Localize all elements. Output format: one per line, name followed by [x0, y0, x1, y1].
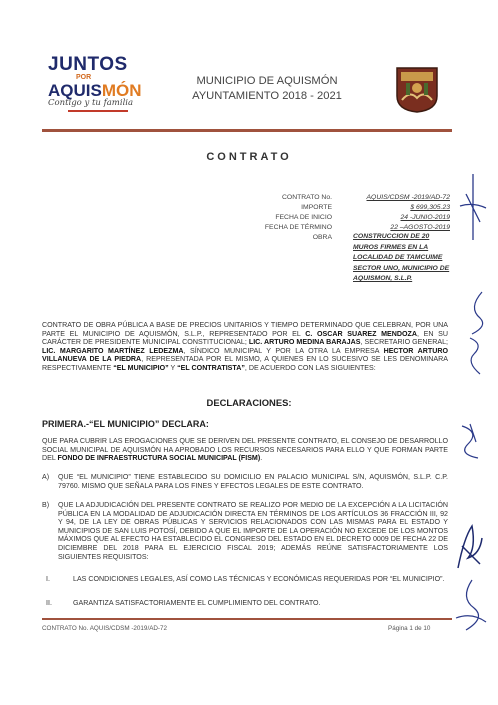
contract-number: AQUIS/CDSM -2019/AD-72	[366, 194, 450, 201]
municipality-name: MUNICIPIO DE AQUISMÓN	[196, 75, 338, 87]
item-marker: I.	[46, 575, 50, 583]
logo-text-por: POR	[76, 74, 92, 81]
item-marker: B)	[42, 501, 50, 509]
label-work: OBRA	[312, 234, 332, 241]
signature-mark-icon	[454, 518, 486, 574]
work-description-line: LOCALIDAD DE TAMCUIME	[353, 254, 443, 262]
end-date: 22 –AGOSTO-2019	[390, 224, 450, 231]
footer-contract-number: CONTRATO No. AQUIS/CDSM -2019/AD-72	[42, 625, 168, 632]
item-marker: A)	[42, 473, 50, 481]
document-title: CONTRATO	[206, 151, 292, 163]
logo-tagline: Contigo y tu familia	[48, 98, 134, 108]
work-description-line: MUROS FIRMES EN LA	[353, 243, 429, 251]
footer-divider	[42, 618, 452, 620]
label-start-date: FECHA DE INICIO	[275, 214, 332, 221]
list-item: GARANTIZA SATISFACTORIAMENTE EL CUMPLIMIENTO DEL CONTRATO.	[73, 599, 321, 607]
work-description-line: AQUISMON, S.L.P.	[353, 275, 413, 283]
label-contract-number: CONTRATO No.	[282, 194, 332, 201]
signature-mark-icon	[458, 172, 488, 242]
signature-mark-icon	[452, 578, 490, 634]
work-description	[353, 232, 453, 285]
work-description-line: CONSTRUCCION DE 20	[353, 233, 430, 240]
logo-text-aquismon: AQUISMÓN	[48, 81, 142, 100]
council-period: AYUNTAMIENTO 2018 - 2021	[192, 90, 342, 102]
municipal-seal-icon	[392, 64, 442, 114]
signature-mark-icon	[462, 288, 490, 378]
logo-underline	[68, 110, 128, 112]
label-end-date: FECHA DE TÉRMINO	[264, 224, 332, 231]
work-description-line: SECTOR UNO, MUNICIPIO DE	[353, 264, 450, 272]
section-heading-declarations: DECLARACIONES:	[206, 397, 292, 408]
list-item: QUE “EL MUNICIPIO” TIENE ESTABLECIDO SU DOMICILIO EN PALACIO MUNICIPAL S/N, AQUISMÓN, S.L.P. C.P. 79760. MISMO QUE SEÑALA PARA LOS FINES Y EFECTOS LEGALES DE ESTE CONTRATO.	[58, 473, 448, 490]
list-item: QUE LA ADJUDICACIÓN DEL PRESENTE CONTRATO SE REALIZO POR MEDIO DE LA EXCEPCIÓN A LA LICITACIÓN PÚBLICA EN LA MODALIDAD DE ADJUDICACIÓN DIRECTA EN TÉRMINOS DE LOS ARTÍCULOS 36 FRACCIÓN III, 92 Y 94, DE LA LEY DE OBRAS PÚBLICAS Y SERVICIOS RELACIONADOS CON LAS MISMAS PARA EL ESTADO Y MUNICIPIOS DE SAN LUIS POTOSÍ, DEBIDO A QUE EL IMPORTE DE LA OPERACIÓN NO EXCEDE DE LOS MONTOS MÁXIMOS QUE AL EFECTO HA ESTABLECIDO EL CONGRESO DEL ESTADO EN EL DECRETO 0009 DE FECHA 22 DE DICIEMBRE DEL 2018 PARA EL EJERCICIO FISCAL 2019; ADEMÁS REÚNE SATISFACTORIAMENTE LOS SIGUIENTES REQUISITOS:	[58, 501, 448, 561]
municipal-logo	[48, 55, 146, 117]
start-date: 24 -JUNIO-2019	[400, 214, 450, 221]
header-divider	[42, 129, 452, 132]
amount: $ 699,305.23	[410, 204, 450, 211]
page-number: Página 1 de 10	[388, 625, 431, 632]
label-amount: IMPORTE	[301, 204, 332, 211]
signature-mark-icon	[456, 420, 486, 462]
municipality-title	[172, 74, 362, 104]
clause-heading-first: PRIMERA.-“EL MUNICIPIO” DECLARA:	[42, 419, 209, 429]
item-marker: II.	[46, 599, 52, 607]
intro-paragraph: CONTRATO DE OBRA PÚBLICA A BASE DE PRECIOS UNITARIOS Y TIEMPO DETERMINADO QUE CELEBRAN, POR UNA PARTE EL MUNICIPIO DE AQUISMÓN, S.L.P., REPRESENTADO POR EL C. OSCAR SUAREZ MENDOZA, EN SU CARÁCTER DE PRESIDENTE MUNICIPAL CONSTITUCIONAL; LIC. ARTURO MEDINA BARAJAS, SECRETARIO GENERAL; LIC. MARGARITO MARTÍNEZ LEDEZMA, SÍNDICO MUNICIPAL Y POR LA OTRA LA EMPRESA HECTOR ARTURO VILLANUEVA DE LA PIEDRA, REPRESENTADA POR EL MISMO, A QUIENES EN LO SUCESIVO SE LES DENOMINARA RESPECTIVAMENTE “EL MUNICIPIO” Y “EL CONTRATISTA”, DE ACUERDO CON LAS SIGUIENTES:	[42, 321, 448, 372]
first-clause-paragraph: QUE PARA CUBRIR LAS EROGACIONES QUE SE DERIVEN DEL PRESENTE CONTRATO, EL CONSEJO DE DESARROLLO SOCIAL MUNICIPAL DE AQUISMÓN HA APROBADO LOS RECURSOS NECESARIOS PARA ELLO Y QUE FORMAN PARTE DEL FONDO DE INFRAESTRUCTURA SOCIAL MUNICIPAL (FISM).	[42, 437, 448, 463]
logo-text-juntos: JUNTOS	[48, 54, 128, 75]
list-item: LAS CONDICIONES LEGALES, ASÍ COMO LAS TÉCNICAS Y ECONÓMICAS REQUERIDAS POR “EL MUNICIPIO”.	[73, 575, 445, 583]
